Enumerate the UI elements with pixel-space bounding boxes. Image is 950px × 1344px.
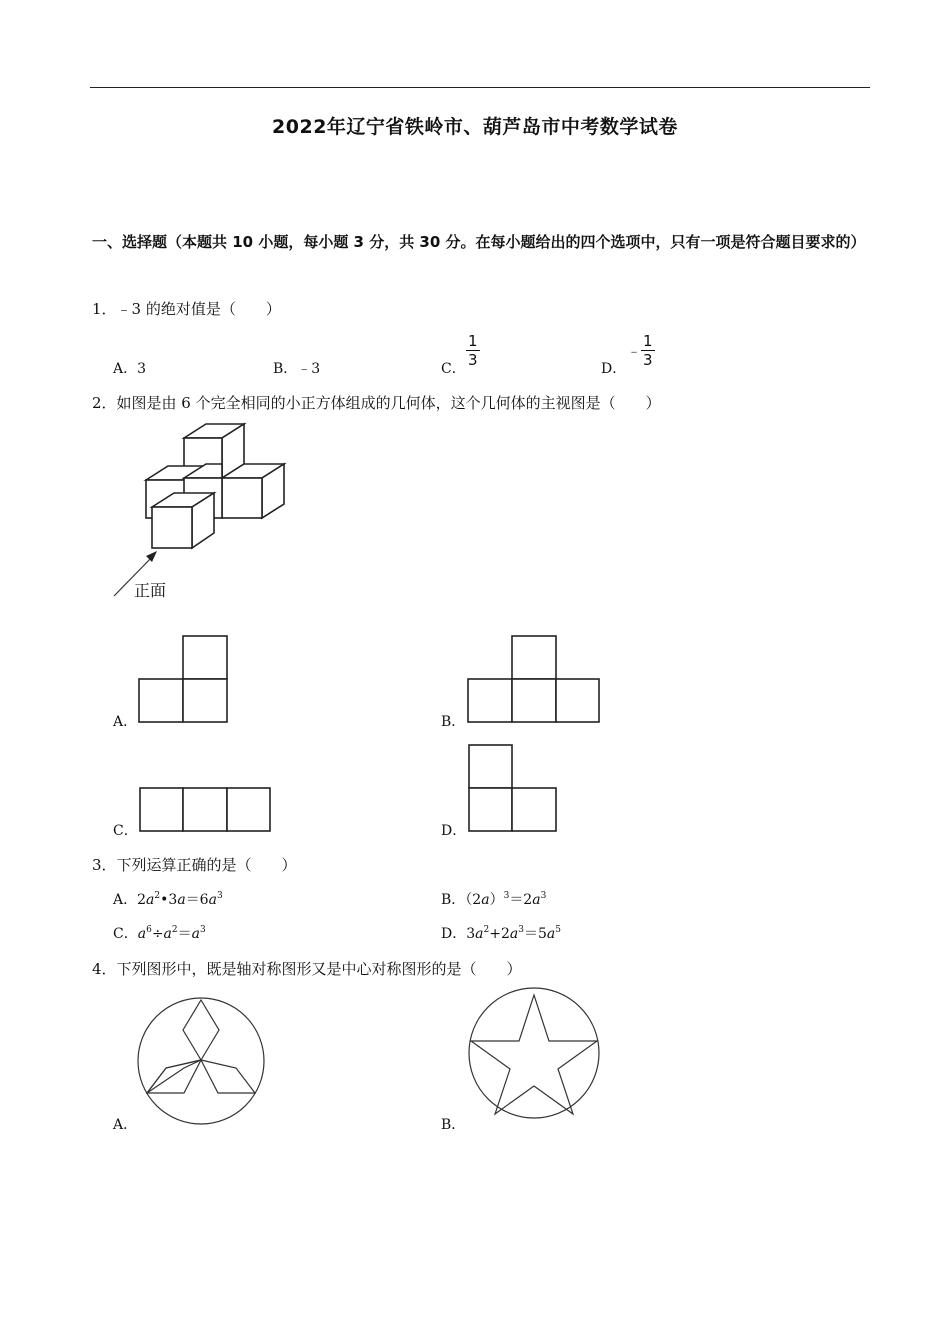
q1-d-denominator: 3 <box>643 351 653 369</box>
q4-option-b-figure <box>469 988 599 1118</box>
cube-right <box>222 464 284 518</box>
q1-option-d-label: D． <box>601 361 627 377</box>
page-title: 2022年辽宁省铁岭市、葫芦岛市中考数学试卷 <box>272 116 678 138</box>
q2-option-a-label: A． <box>113 714 138 730</box>
question-4-stem: 4．下列图形中，既是轴对称图形又是中心对称图形的是（ ） <box>92 960 522 978</box>
q3-a-label: A． <box>113 892 138 908</box>
q2-option-a-figure <box>139 636 227 722</box>
question-3-stem: 3．下列运算正确的是（ ） <box>92 856 297 874</box>
q1-c-numerator: 1 <box>468 332 478 350</box>
q4-option-b-label: B． <box>441 1117 466 1133</box>
q1-option-a: A．3 <box>113 361 147 377</box>
cube-front <box>152 493 214 548</box>
question-2-stem: 2．如图是由 6 个完全相同的小正方体组成的几何体，这个几何体的主视图是（ ） <box>92 394 661 412</box>
q2-option-d-label: D． <box>441 823 467 839</box>
q3-d-label: D． <box>441 926 467 942</box>
section-heading: 一、选择题（本题共 10 小题，每小题 3 分，共 30 分。在每小题给出的四个选项中，只有一项是符合题目要求的） <box>92 233 866 251</box>
q1-option-c-label: C． <box>441 361 466 377</box>
q2-option-c-figure <box>140 788 270 831</box>
q4-option-a-figure <box>138 998 264 1124</box>
q3-option-d: D．$3a^2+2a^3=5a^5$ <box>441 925 561 942</box>
q2-option-b-figure <box>468 636 599 722</box>
q3-option-a: A．$2a^2•3a=6a^3$ <box>113 891 223 908</box>
q3-b-label: B． <box>441 892 466 908</box>
front-label: 正面 <box>134 581 167 600</box>
q3-c-label: C． <box>113 926 138 942</box>
question-1-stem: 1．﹣3 的绝对值是（ ） <box>92 300 281 318</box>
q2-option-d-figure <box>469 745 556 831</box>
q1-c-denominator: 3 <box>468 351 478 369</box>
q1-d-sign: ﹣ <box>627 343 641 360</box>
q3-option-c: C．$a^6\div a^2=a^3$ <box>113 925 206 942</box>
q1-option-b: B．﹣3 <box>273 361 321 377</box>
q4-option-a-label: A． <box>113 1117 138 1133</box>
q1-d-numerator: 1 <box>643 332 653 350</box>
q2-option-b-label: B． <box>441 714 466 730</box>
q2-option-c-label: C． <box>113 823 138 839</box>
q3-option-b: B．$(2a)^3=2a^3$ <box>441 891 547 908</box>
